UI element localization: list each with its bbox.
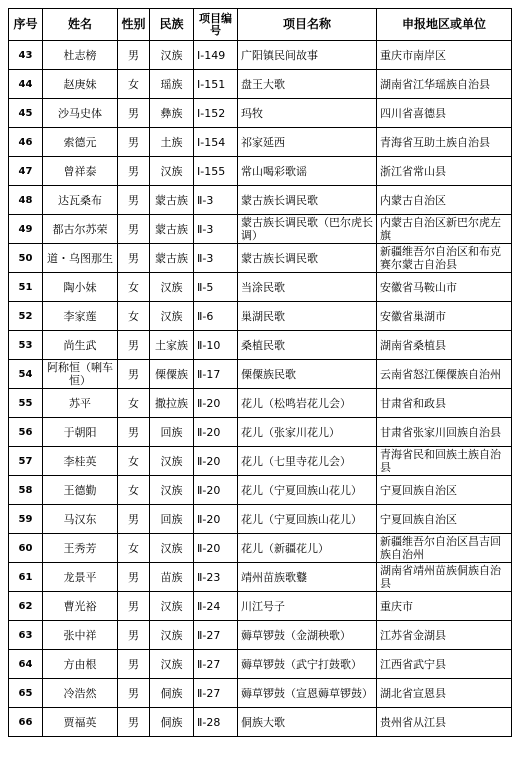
cell-region: 江西省武宁县 <box>377 650 512 679</box>
cell-project-code: Ⅰ-152 <box>194 99 238 128</box>
cell-project-code: Ⅱ-3 <box>194 215 238 244</box>
cell-ethnicity: 汉族 <box>150 534 194 563</box>
cell-gender: 男 <box>118 621 150 650</box>
table-row <box>9 128 512 157</box>
cell-name: 曹光裕 <box>43 592 118 621</box>
table-row <box>9 592 512 621</box>
cell-project-name: 蒙古族长调民歌 <box>238 186 377 215</box>
inheritors-table <box>8 8 512 737</box>
cell-name: 阿称恒（唎车恒） <box>43 360 118 389</box>
cell-project-code: Ⅱ-3 <box>194 244 238 273</box>
cell-ethnicity: 蒙古族 <box>150 186 194 215</box>
cell-ethnicity: 彝族 <box>150 99 194 128</box>
cell-region: 江苏省金湖县 <box>377 621 512 650</box>
cell-name: 杜志榜 <box>43 41 118 70</box>
cell-project-name: 当涂民歌 <box>238 273 377 302</box>
cell-project-code: Ⅱ-3 <box>194 186 238 215</box>
cell-name: 冷浩然 <box>43 679 118 708</box>
cell-project-code: Ⅱ-20 <box>194 534 238 563</box>
cell-project-name: 桑植民歌 <box>238 331 377 360</box>
cell-gender: 男 <box>118 186 150 215</box>
cell-project-name: 薅草锣鼓（金湖秧歌） <box>238 621 377 650</box>
cell-project-code: Ⅱ-5 <box>194 273 238 302</box>
cell-no: 53 <box>9 331 43 360</box>
cell-project-code: Ⅱ-23 <box>194 563 238 592</box>
cell-ethnicity: 侗族 <box>150 708 194 737</box>
cell-gender: 女 <box>118 534 150 563</box>
table-row <box>9 360 512 389</box>
table-row <box>9 331 512 360</box>
cell-project-name: 广阳镇民间故事 <box>238 41 377 70</box>
table-row <box>9 41 512 70</box>
cell-region: 宁夏回族自治区 <box>377 476 512 505</box>
cell-name: 李家莲 <box>43 302 118 331</box>
table-body <box>9 41 512 737</box>
cell-ethnicity: 撒拉族 <box>150 389 194 418</box>
cell-project-code: Ⅱ-27 <box>194 621 238 650</box>
cell-project-code: Ⅱ-20 <box>194 505 238 534</box>
cell-project-name: 傈僳族民歌 <box>238 360 377 389</box>
header-row <box>9 9 512 41</box>
cell-project-name: 蒙古族长调民歌 <box>238 244 377 273</box>
cell-name: 方由根 <box>43 650 118 679</box>
cell-no: 60 <box>9 534 43 563</box>
cell-region: 湖南省靖州苗族侗族自治县 <box>377 563 512 592</box>
cell-project-name: 薅草锣鼓（武宁打鼓歌） <box>238 650 377 679</box>
cell-no: 49 <box>9 215 43 244</box>
cell-project-name: 玛牧 <box>238 99 377 128</box>
cell-no: 66 <box>9 708 43 737</box>
cell-project-code: Ⅱ-10 <box>194 331 238 360</box>
table-row <box>9 650 512 679</box>
cell-no: 52 <box>9 302 43 331</box>
cell-region: 重庆市 <box>377 592 512 621</box>
cell-no: 44 <box>9 70 43 99</box>
cell-gender: 男 <box>118 708 150 737</box>
cell-name: 达瓦桑布 <box>43 186 118 215</box>
cell-no: 59 <box>9 505 43 534</box>
cell-region: 重庆市南岸区 <box>377 41 512 70</box>
cell-gender: 女 <box>118 389 150 418</box>
cell-project-name: 祁家延西 <box>238 128 377 157</box>
cell-project-name: 盘王大歌 <box>238 70 377 99</box>
cell-gender: 男 <box>118 331 150 360</box>
cell-no: 43 <box>9 41 43 70</box>
table-row <box>9 708 512 737</box>
table-row <box>9 99 512 128</box>
cell-project-name: 侗族大歌 <box>238 708 377 737</box>
cell-no: 57 <box>9 447 43 476</box>
cell-region: 湖南省桑植县 <box>377 331 512 360</box>
cell-gender: 男 <box>118 650 150 679</box>
cell-no: 64 <box>9 650 43 679</box>
cell-ethnicity: 汉族 <box>150 447 194 476</box>
cell-project-name: 花儿（宁夏回族山花儿） <box>238 505 377 534</box>
table-row <box>9 476 512 505</box>
cell-project-name: 花儿（松鸣岩花儿会） <box>238 389 377 418</box>
cell-region: 云南省怒江傈僳族自治州 <box>377 360 512 389</box>
cell-region: 内蒙古自治区 <box>377 186 512 215</box>
cell-gender: 男 <box>118 41 150 70</box>
cell-no: 58 <box>9 476 43 505</box>
cell-region: 四川省喜德县 <box>377 99 512 128</box>
cell-ethnicity: 汉族 <box>150 41 194 70</box>
cell-name: 沙马史体 <box>43 99 118 128</box>
cell-gender: 男 <box>118 128 150 157</box>
cell-name: 道・乌图那生 <box>43 244 118 273</box>
table-row <box>9 70 512 99</box>
cell-gender: 男 <box>118 360 150 389</box>
cell-ethnicity: 回族 <box>150 418 194 447</box>
table-row <box>9 563 512 592</box>
cell-project-code: Ⅱ-17 <box>194 360 238 389</box>
table-row <box>9 418 512 447</box>
cell-name: 张中祥 <box>43 621 118 650</box>
cell-project-code: Ⅰ-154 <box>194 128 238 157</box>
cell-project-name: 花儿（七里寺花儿会） <box>238 447 377 476</box>
cell-region: 贵州省从江县 <box>377 708 512 737</box>
cell-region: 甘肃省张家川回族自治县 <box>377 418 512 447</box>
cell-project-code: Ⅰ-155 <box>194 157 238 186</box>
cell-region: 新疆维吾尔自治区和布克赛尔蒙古自治县 <box>377 244 512 273</box>
header-region: 申报地区或单位 <box>377 9 512 41</box>
cell-no: 46 <box>9 128 43 157</box>
cell-name: 马汉东 <box>43 505 118 534</box>
header-project-name: 项目名称 <box>238 9 377 41</box>
cell-project-name: 巢湖民歌 <box>238 302 377 331</box>
table-row <box>9 186 512 215</box>
cell-gender: 男 <box>118 418 150 447</box>
cell-name: 都古尔苏荣 <box>43 215 118 244</box>
cell-gender: 女 <box>118 70 150 99</box>
cell-no: 54 <box>9 360 43 389</box>
cell-name: 陶小妹 <box>43 273 118 302</box>
cell-name: 赵庚妹 <box>43 70 118 99</box>
cell-gender: 女 <box>118 302 150 331</box>
cell-no: 50 <box>9 244 43 273</box>
cell-name: 王德勤 <box>43 476 118 505</box>
cell-gender: 男 <box>118 679 150 708</box>
cell-region: 湖南省江华瑶族自治县 <box>377 70 512 99</box>
cell-project-name: 花儿（宁夏回族山花儿） <box>238 476 377 505</box>
cell-project-code: Ⅱ-24 <box>194 592 238 621</box>
cell-ethnicity: 汉族 <box>150 157 194 186</box>
cell-ethnicity: 土族 <box>150 128 194 157</box>
cell-ethnicity: 汉族 <box>150 476 194 505</box>
table-row <box>9 679 512 708</box>
table-row <box>9 621 512 650</box>
cell-project-code: Ⅰ-149 <box>194 41 238 70</box>
cell-region: 浙江省常山县 <box>377 157 512 186</box>
cell-ethnicity: 回族 <box>150 505 194 534</box>
cell-project-code: Ⅱ-28 <box>194 708 238 737</box>
cell-region: 安徽省巢湖市 <box>377 302 512 331</box>
cell-ethnicity: 汉族 <box>150 302 194 331</box>
table-row <box>9 505 512 534</box>
cell-name: 龙景平 <box>43 563 118 592</box>
header-gender: 性别 <box>118 9 150 41</box>
heritage-inheritors-sheet <box>8 8 512 737</box>
cell-project-name: 靖州苗族歌鼟 <box>238 563 377 592</box>
header-ethnicity: 民族 <box>150 9 194 41</box>
table-row <box>9 273 512 302</box>
table-row <box>9 244 512 273</box>
table-row <box>9 302 512 331</box>
cell-region: 青海省民和回族土族自治县 <box>377 447 512 476</box>
cell-project-code: Ⅱ-20 <box>194 418 238 447</box>
cell-ethnicity: 傈僳族 <box>150 360 194 389</box>
cell-project-code: Ⅰ-151 <box>194 70 238 99</box>
cell-gender: 男 <box>118 592 150 621</box>
cell-gender: 男 <box>118 157 150 186</box>
cell-project-code: Ⅱ-6 <box>194 302 238 331</box>
cell-ethnicity: 汉族 <box>150 650 194 679</box>
cell-name: 于朝阳 <box>43 418 118 447</box>
cell-project-code: Ⅱ-27 <box>194 650 238 679</box>
header-no: 序号 <box>9 9 43 41</box>
cell-name: 曾祥泰 <box>43 157 118 186</box>
cell-ethnicity: 汉族 <box>150 621 194 650</box>
cell-project-code: Ⅱ-27 <box>194 679 238 708</box>
cell-region: 安徽省马鞍山市 <box>377 273 512 302</box>
cell-region: 宁夏回族自治区 <box>377 505 512 534</box>
cell-gender: 男 <box>118 505 150 534</box>
cell-project-code: Ⅱ-20 <box>194 476 238 505</box>
table-row <box>9 215 512 244</box>
cell-no: 47 <box>9 157 43 186</box>
cell-project-name: 花儿（张家川花儿） <box>238 418 377 447</box>
cell-gender: 男 <box>118 215 150 244</box>
cell-region: 新疆维吾尔自治区昌吉回族自治州 <box>377 534 512 563</box>
cell-gender: 男 <box>118 244 150 273</box>
cell-no: 56 <box>9 418 43 447</box>
cell-ethnicity: 土家族 <box>150 331 194 360</box>
cell-gender: 女 <box>118 273 150 302</box>
cell-no: 48 <box>9 186 43 215</box>
cell-no: 65 <box>9 679 43 708</box>
cell-ethnicity: 侗族 <box>150 679 194 708</box>
cell-name: 王秀芳 <box>43 534 118 563</box>
cell-project-name: 薅草锣鼓（宣恩薅草锣鼓） <box>238 679 377 708</box>
cell-project-code: Ⅱ-20 <box>194 389 238 418</box>
cell-ethnicity: 瑶族 <box>150 70 194 99</box>
cell-no: 62 <box>9 592 43 621</box>
cell-region: 内蒙古自治区新巴尔虎左旗 <box>377 215 512 244</box>
cell-project-name: 川江号子 <box>238 592 377 621</box>
cell-no: 45 <box>9 99 43 128</box>
cell-ethnicity: 苗族 <box>150 563 194 592</box>
cell-gender: 男 <box>118 563 150 592</box>
cell-name: 李桂英 <box>43 447 118 476</box>
cell-name: 索德元 <box>43 128 118 157</box>
table-row <box>9 389 512 418</box>
header-name: 姓名 <box>43 9 118 41</box>
header-project-code: 项目编号 <box>194 9 238 41</box>
cell-no: 51 <box>9 273 43 302</box>
cell-ethnicity: 汉族 <box>150 273 194 302</box>
cell-no: 61 <box>9 563 43 592</box>
cell-project-code: Ⅱ-20 <box>194 447 238 476</box>
cell-gender: 男 <box>118 99 150 128</box>
table-row <box>9 534 512 563</box>
table-row <box>9 157 512 186</box>
cell-region: 湖北省宣恩县 <box>377 679 512 708</box>
cell-gender: 女 <box>118 476 150 505</box>
cell-name: 尚生武 <box>43 331 118 360</box>
cell-project-name: 花儿（新疆花儿） <box>238 534 377 563</box>
cell-project-name: 蒙古族长调民歌（巴尔虎长调） <box>238 215 377 244</box>
cell-region: 甘肃省和政县 <box>377 389 512 418</box>
cell-ethnicity: 蒙古族 <box>150 215 194 244</box>
cell-project-name: 常山喝彩歌谣 <box>238 157 377 186</box>
cell-no: 63 <box>9 621 43 650</box>
cell-no: 55 <box>9 389 43 418</box>
cell-name: 贾福英 <box>43 708 118 737</box>
cell-ethnicity: 汉族 <box>150 592 194 621</box>
table-row <box>9 447 512 476</box>
cell-ethnicity: 蒙古族 <box>150 244 194 273</box>
cell-name: 苏平 <box>43 389 118 418</box>
cell-region: 青海省互助土族自治县 <box>377 128 512 157</box>
cell-gender: 女 <box>118 447 150 476</box>
